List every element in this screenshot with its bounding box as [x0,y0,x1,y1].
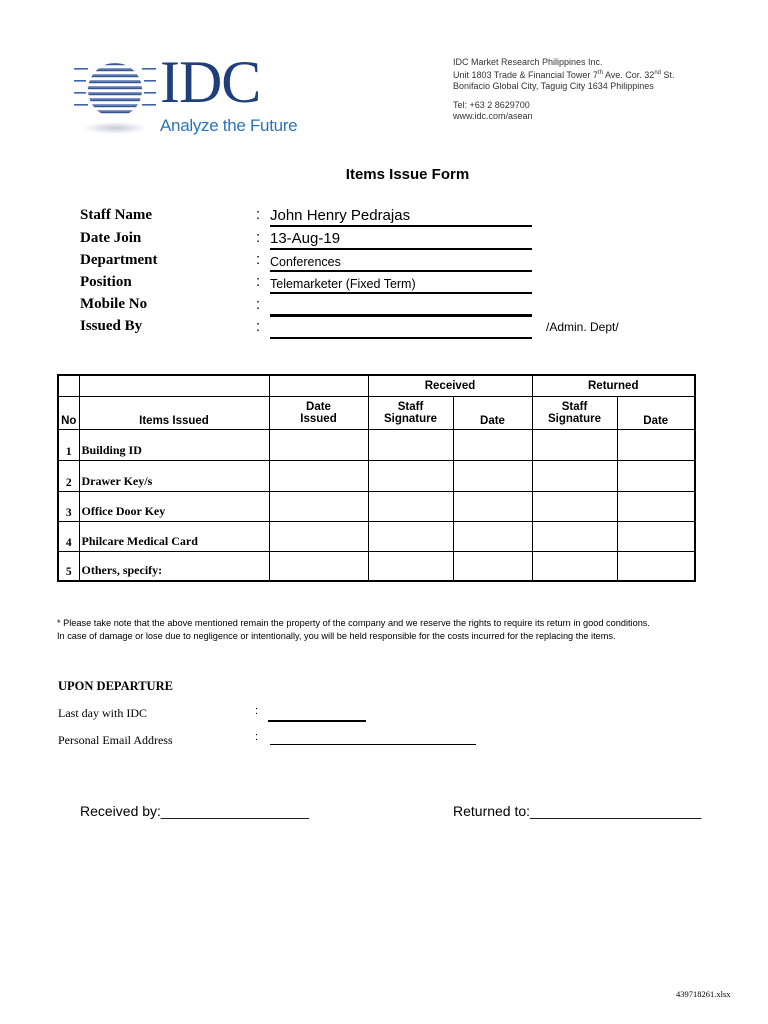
date-issued-cell[interactable] [269,429,368,460]
logo-tagline: Analyze the Future [160,116,298,135]
received-signature-cell[interactable] [368,551,453,581]
mobile-no-label: Mobile No [80,296,148,312]
email-label: Personal Email Address [58,733,173,747]
row-number: 2 [58,460,79,491]
received-signature-header: Staff Signature [368,396,453,429]
table-row [58,460,695,491]
colon: : [256,229,261,246]
company-address [453,57,675,122]
colon: : [255,705,259,717]
company-tel: Tel: +63 2 8629700 [453,100,530,110]
note-line-2: In case of damage or lose due to negligence or intentionally, you will be held responsible for the costs incurred for the replacing the items. [57,631,616,641]
items-issued-header: Items Issued [79,396,269,429]
colon: : [256,251,261,268]
received-header: Received [368,375,532,396]
item-name: Drawer Key/s [79,460,269,491]
returned-signature-cell[interactable] [532,429,617,460]
table-row [58,521,695,551]
returned-date-header: Date [617,396,695,429]
last-day-label: Last day with IDC [58,706,147,720]
returned-date-cell[interactable] [617,460,695,491]
returned-signature-cell[interactable] [532,521,617,551]
address-line-1: Unit 1803 Trade & Financial Tower 7th Ave. Cor. 32nd St. [453,70,675,80]
table-header-row [58,396,695,429]
company-name: IDC Market Research Philippines Inc. [453,57,603,67]
file-name: 439718261.xlsx [676,989,731,999]
globe-icon [74,60,156,120]
received-date-cell[interactable] [453,429,532,460]
date-issued-cell[interactable] [269,460,368,491]
logo-wordmark: IDC [160,49,261,115]
date-join-label: Date Join [80,230,142,246]
item-name: Building ID [79,429,269,460]
received-date-cell[interactable] [453,521,532,551]
received-signature-cell[interactable] [368,460,453,491]
received-date-cell[interactable] [453,491,532,521]
note-line-1: * Please take note that the above mentioned remain the property of the company and we reserve the rights to require its return in good conditions. [57,618,650,628]
received-date-cell[interactable] [453,551,532,581]
returned-signature-cell[interactable] [532,460,617,491]
colon: : [256,296,261,313]
date-issued-cell[interactable] [269,521,368,551]
table-row [58,429,695,460]
date-join-field[interactable]: 13-Aug-19 [270,229,532,250]
position-field[interactable]: Telemarketer (Fixed Term) [270,276,532,294]
idc-logo [74,49,304,140]
disclaimer-note [57,617,747,643]
table-row [58,491,695,521]
admin-dept-suffix: /Admin. Dept/ [546,320,619,334]
received-by-line[interactable]: Received by:___________________ [80,803,309,819]
date-issued-header: Date Issued [269,396,368,429]
returned-signature-header: Staff Signature [532,396,617,429]
colon: : [256,318,261,335]
staff-name-label: Staff Name [80,207,153,223]
date-issued-cell[interactable] [269,491,368,521]
date-issued-cell[interactable] [269,551,368,581]
company-web[interactable]: www.idc.com/asean [453,111,533,121]
department-label: Department [80,252,158,268]
row-number: 4 [58,521,79,551]
row-number: 5 [58,551,79,581]
returned-date-cell[interactable] [617,551,695,581]
logo-shadow [84,122,146,134]
no-header: No [58,396,79,429]
item-name: Philcare Medical Card [79,521,269,551]
item-name: Office Door Key [79,491,269,521]
received-date-cell[interactable] [453,460,532,491]
address-line-2: Bonifacio Global City, Taguig City 1634 Philippines [453,81,654,91]
received-signature-cell[interactable] [368,429,453,460]
issued-by-label: Issued By [80,318,143,334]
returned-signature-cell[interactable] [532,551,617,581]
departure-heading: UPON DEPARTURE [58,679,173,693]
staff-name-field[interactable]: John Henry Pedrajas [270,206,532,227]
returned-date-cell[interactable] [617,429,695,460]
position-label: Position [80,274,132,290]
table-group-header-row [58,375,695,396]
mobile-no-field[interactable] [270,298,532,317]
row-number: 3 [58,491,79,521]
department-field[interactable]: Conferences [270,254,532,272]
received-signature-cell[interactable] [368,491,453,521]
colon: : [256,206,261,223]
received-signature-cell[interactable] [368,521,453,551]
returned-date-cell[interactable] [617,521,695,551]
last-day-field[interactable] [268,720,366,722]
table-row [58,551,695,581]
email-field[interactable] [270,744,476,745]
returned-date-cell[interactable] [617,491,695,521]
form-title: Items Issue Form [345,166,470,183]
colon: : [256,273,261,290]
returned-signature-cell[interactable] [532,491,617,521]
item-name: Others, specify: [79,551,269,581]
issued-by-field[interactable] [270,321,532,339]
returned-header: Returned [532,375,695,396]
colon: : [255,731,259,743]
row-number: 1 [58,429,79,460]
items-table [57,374,696,582]
returned-to-line[interactable]: Returned to:______________________ [453,803,702,819]
received-date-header: Date [453,396,532,429]
